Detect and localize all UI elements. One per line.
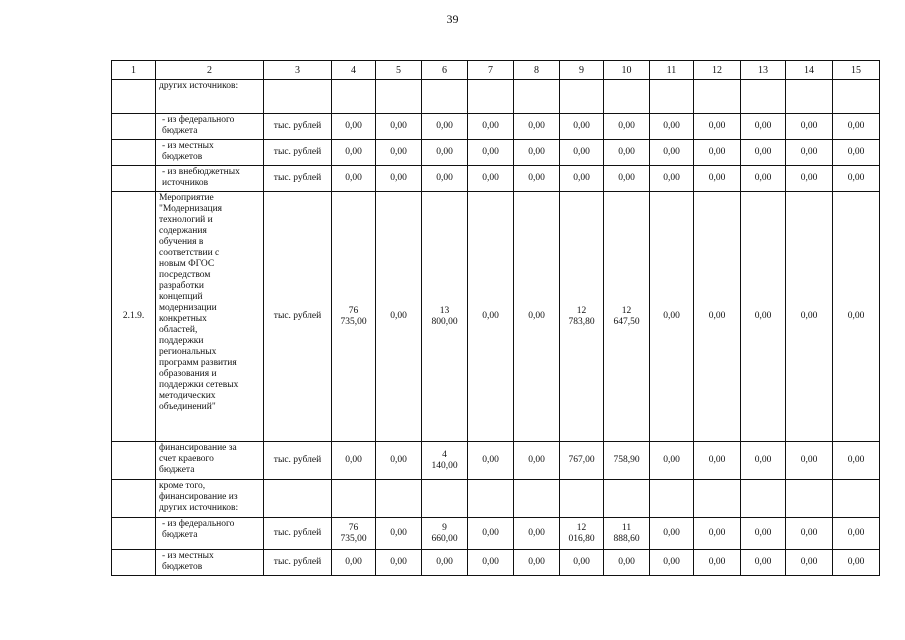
value-cell-col-15: 0,00: [833, 166, 880, 192]
value-cell-col-5: 0,00: [376, 192, 422, 442]
value-cell-col-11: 0,00: [650, 166, 694, 192]
row-description: кроме того, финансирование из других источников:: [156, 480, 264, 518]
value-cell-col-10: [604, 80, 650, 114]
value-cell-col-15: [833, 480, 880, 518]
row-description: других источников:: [156, 80, 264, 114]
value-cell-col-5: 0,00: [376, 550, 422, 576]
value-cell-col-9: 0,00: [560, 550, 604, 576]
value-cell-col-12: 0,00: [694, 518, 741, 550]
table-row: [112, 480, 880, 518]
column-number-4: 4: [332, 61, 376, 80]
value-cell-col-15: 0,00: [833, 550, 880, 576]
value-cell-col-15: 0,00: [833, 192, 880, 442]
table-row: [112, 442, 880, 480]
value-cell-col-13: 0,00: [741, 166, 786, 192]
table-row: [112, 140, 880, 166]
column-number-13: 13: [741, 61, 786, 80]
table-body: [112, 61, 880, 576]
value-cell-col-10: 0,00: [604, 140, 650, 166]
value-cell-col-11: [650, 80, 694, 114]
value-cell-col-12: 0,00: [694, 140, 741, 166]
value-cell-col-10: 758,90: [604, 442, 650, 480]
value-cell-col-5: [376, 80, 422, 114]
value-cell-col-9: 0,00: [560, 166, 604, 192]
row-code: [112, 550, 156, 576]
value-cell-col-6: 0,00: [422, 166, 468, 192]
column-number-11: 11: [650, 61, 694, 80]
column-number-7: 7: [468, 61, 514, 80]
row-unit: тыс. рублей: [264, 518, 332, 550]
value-cell-col-4: 0,00: [332, 166, 376, 192]
value-cell-col-7: 0,00: [468, 114, 514, 140]
value-cell-col-13: 0,00: [741, 442, 786, 480]
row-unit: тыс. рублей: [264, 166, 332, 192]
row-description: - из местных бюджетов: [156, 140, 264, 166]
value-cell-col-10: [604, 480, 650, 518]
value-cell-col-14: 0,00: [786, 140, 833, 166]
value-cell-col-4: 0,00: [332, 442, 376, 480]
value-cell-col-9: 0,00: [560, 114, 604, 140]
value-cell-col-9: 12 783,80: [560, 192, 604, 442]
value-cell-col-4: [332, 480, 376, 518]
column-number-10: 10: [604, 61, 650, 80]
value-cell-col-6: [422, 80, 468, 114]
value-cell-col-8: [514, 480, 560, 518]
value-cell-col-12: [694, 80, 741, 114]
budget-table: [111, 60, 880, 576]
value-cell-col-5: [376, 480, 422, 518]
value-cell-col-5: 0,00: [376, 140, 422, 166]
value-cell-col-12: 0,00: [694, 550, 741, 576]
value-cell-col-12: 0,00: [694, 166, 741, 192]
value-cell-col-4: 0,00: [332, 140, 376, 166]
value-cell-col-4: 0,00: [332, 550, 376, 576]
table-row: [112, 518, 880, 550]
value-cell-col-4: 76 735,00: [332, 518, 376, 550]
value-cell-col-15: 0,00: [833, 518, 880, 550]
value-cell-col-6: 13 800,00: [422, 192, 468, 442]
value-cell-col-6: [422, 480, 468, 518]
row-code: [112, 518, 156, 550]
value-cell-col-8: 0,00: [514, 140, 560, 166]
row-unit: тыс. рублей: [264, 442, 332, 480]
value-cell-col-11: 0,00: [650, 550, 694, 576]
value-cell-col-10: 12 647,50: [604, 192, 650, 442]
value-cell-col-5: 0,00: [376, 114, 422, 140]
value-cell-col-13: 0,00: [741, 550, 786, 576]
value-cell-col-8: 0,00: [514, 442, 560, 480]
row-description: - из местных бюджетов: [156, 550, 264, 576]
value-cell-col-8: 0,00: [514, 114, 560, 140]
value-cell-col-7: 0,00: [468, 166, 514, 192]
column-number-15: 15: [833, 61, 880, 80]
value-cell-col-4: 76 735,00: [332, 192, 376, 442]
value-cell-col-12: 0,00: [694, 114, 741, 140]
row-unit: тыс. рублей: [264, 140, 332, 166]
value-cell-col-9: [560, 80, 604, 114]
value-cell-col-7: 0,00: [468, 442, 514, 480]
value-cell-col-5: 0,00: [376, 442, 422, 480]
value-cell-col-14: 0,00: [786, 442, 833, 480]
value-cell-col-14: 0,00: [786, 166, 833, 192]
value-cell-col-7: 0,00: [468, 192, 514, 442]
value-cell-col-9: [560, 480, 604, 518]
column-number-3: 3: [264, 61, 332, 80]
value-cell-col-14: 0,00: [786, 550, 833, 576]
value-cell-col-15: 0,00: [833, 442, 880, 480]
value-cell-col-11: [650, 480, 694, 518]
value-cell-col-13: [741, 80, 786, 114]
row-unit: тыс. рублей: [264, 114, 332, 140]
value-cell-col-10: 11 888,60: [604, 518, 650, 550]
row-code: [112, 166, 156, 192]
value-cell-col-13: 0,00: [741, 140, 786, 166]
page-number: 39: [446, 12, 459, 26]
table-row: [112, 114, 880, 140]
row-description: - из внебюджетных источников: [156, 166, 264, 192]
row-unit: тыс. рублей: [264, 550, 332, 576]
row-code: [112, 140, 156, 166]
value-cell-col-4: [332, 80, 376, 114]
value-cell-col-12: 0,00: [694, 442, 741, 480]
value-cell-col-15: [833, 80, 880, 114]
row-unit: [264, 80, 332, 114]
value-cell-col-14: [786, 80, 833, 114]
value-cell-col-6: 0,00: [422, 114, 468, 140]
value-cell-col-13: 0,00: [741, 518, 786, 550]
value-cell-col-10: 0,00: [604, 166, 650, 192]
value-cell-col-8: 0,00: [514, 192, 560, 442]
value-cell-col-11: 0,00: [650, 140, 694, 166]
row-description: - из федерального бюджета: [156, 518, 264, 550]
value-cell-col-6: 0,00: [422, 140, 468, 166]
row-code: 2.1.9.: [112, 192, 156, 442]
row-description: Мероприятие "Модернизация технологий и содержания обучения в соответствии с новым ФГОС посредством разработки концепций модернизации конкретных областей, поддержки региональных программ развития образования и поддержки сетевых методических объединений": [156, 192, 264, 442]
value-cell-col-15: 0,00: [833, 140, 880, 166]
column-number-5: 5: [376, 61, 422, 80]
table-row: [112, 80, 880, 114]
column-number-6: 6: [422, 61, 468, 80]
row-unit: [264, 480, 332, 518]
value-cell-col-11: 0,00: [650, 518, 694, 550]
value-cell-col-8: 0,00: [514, 518, 560, 550]
value-cell-col-9: 12 016,80: [560, 518, 604, 550]
value-cell-col-8: 0,00: [514, 550, 560, 576]
value-cell-col-4: 0,00: [332, 114, 376, 140]
value-cell-col-7: [468, 480, 514, 518]
value-cell-col-14: 0,00: [786, 518, 833, 550]
row-description: - из федерального бюджета: [156, 114, 264, 140]
value-cell-col-11: 0,00: [650, 114, 694, 140]
row-unit: тыс. рублей: [264, 192, 332, 442]
value-cell-col-5: 0,00: [376, 518, 422, 550]
row-code: [112, 114, 156, 140]
value-cell-col-12: 0,00: [694, 192, 741, 442]
value-cell-col-13: 0,00: [741, 192, 786, 442]
value-cell-col-8: 0,00: [514, 166, 560, 192]
column-number-9: 9: [560, 61, 604, 80]
value-cell-col-6: 9 660,00: [422, 518, 468, 550]
column-number-row: [112, 61, 880, 80]
value-cell-col-15: 0,00: [833, 114, 880, 140]
value-cell-col-11: 0,00: [650, 442, 694, 480]
table-row: [112, 192, 880, 442]
table-row: [112, 166, 880, 192]
value-cell-col-10: 0,00: [604, 114, 650, 140]
column-number-2: 2: [156, 61, 264, 80]
value-cell-col-6: 4 140,00: [422, 442, 468, 480]
value-cell-col-7: [468, 80, 514, 114]
value-cell-col-6: 0,00: [422, 550, 468, 576]
value-cell-col-7: 0,00: [468, 140, 514, 166]
value-cell-col-14: 0,00: [786, 114, 833, 140]
column-number-12: 12: [694, 61, 741, 80]
value-cell-col-11: 0,00: [650, 192, 694, 442]
column-number-14: 14: [786, 61, 833, 80]
value-cell-col-13: 0,00: [741, 114, 786, 140]
row-code: [112, 442, 156, 480]
value-cell-col-14: [786, 480, 833, 518]
value-cell-col-8: [514, 80, 560, 114]
value-cell-col-14: 0,00: [786, 192, 833, 442]
value-cell-col-7: 0,00: [468, 518, 514, 550]
value-cell-col-9: 0,00: [560, 140, 604, 166]
table-row: [112, 550, 880, 576]
value-cell-col-5: 0,00: [376, 166, 422, 192]
row-code: [112, 80, 156, 114]
value-cell-col-12: [694, 480, 741, 518]
column-number-1: 1: [112, 61, 156, 80]
row-code: [112, 480, 156, 518]
value-cell-col-7: 0,00: [468, 550, 514, 576]
column-number-8: 8: [514, 61, 560, 80]
value-cell-col-10: 0,00: [604, 550, 650, 576]
row-description: финансирование за счет краевого бюджета: [156, 442, 264, 480]
value-cell-col-9: 767,00: [560, 442, 604, 480]
value-cell-col-13: [741, 480, 786, 518]
